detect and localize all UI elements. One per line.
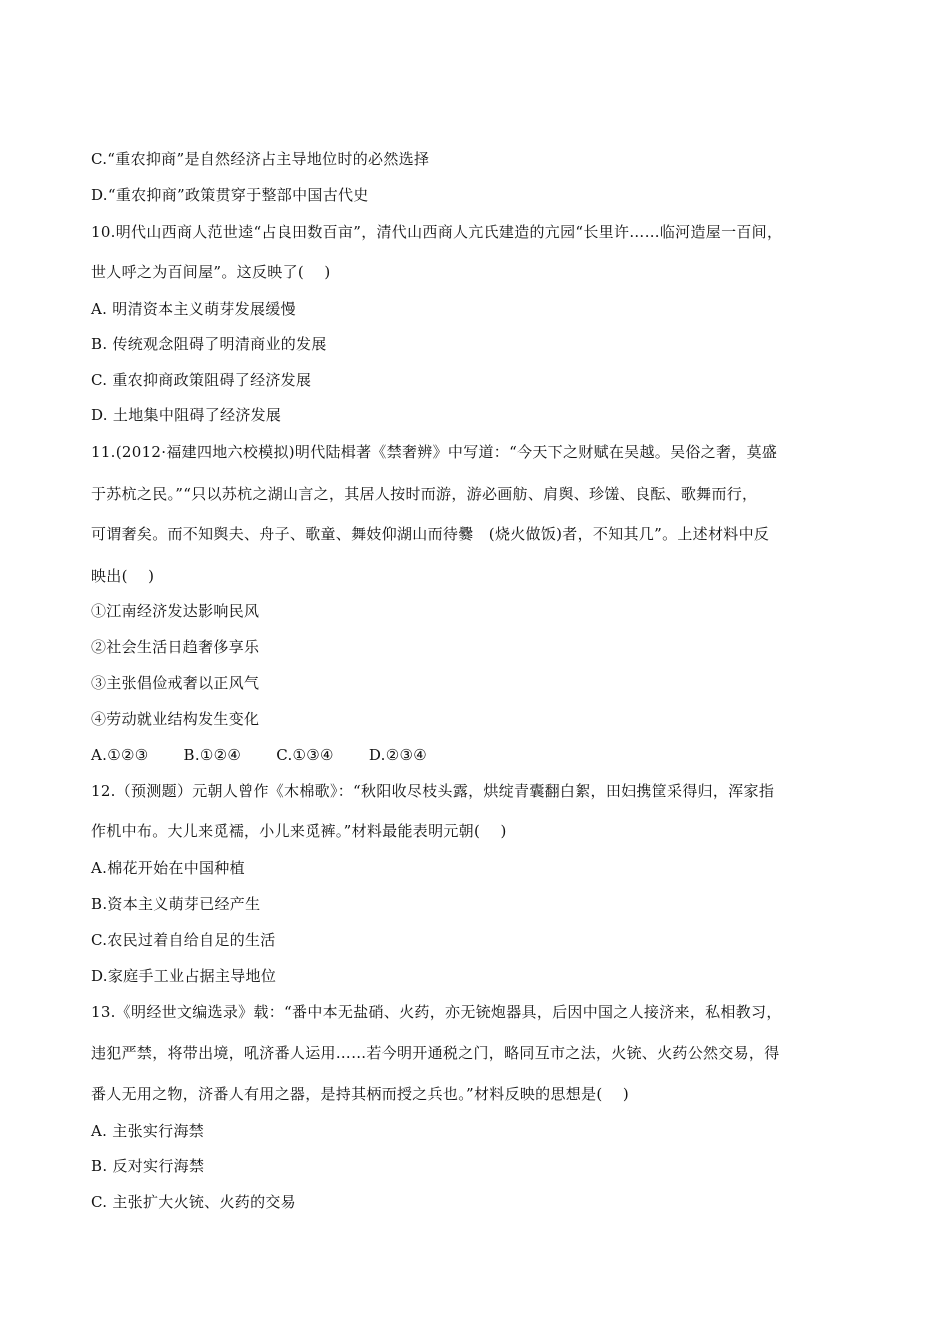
q13-option-a: A. 主张实行海禁	[91, 1122, 205, 1140]
q12-option-a: A.棉花开始在中国种植	[91, 859, 245, 877]
q10-stem-line2: 世人呼之为百间屋”。这反映了( )	[91, 263, 331, 281]
q13-option-b: B. 反对实行海禁	[91, 1157, 205, 1175]
q11-option-b: B.①②④	[183, 746, 242, 764]
q11-stem-line3: 可谓奢矣。而不知舆夫、舟子、歌童、舞妓仰湖山而待爨 (烧火做饭)者，不知其几”。上述材料中反	[91, 525, 770, 543]
q11-item-2: ②社会生活日趋奢侈享乐	[91, 638, 260, 656]
q9-option-c: C.“重农抑商”是自然经济占主导地位时的必然选择	[91, 150, 430, 168]
q12-stem-line2: 作机中布。大儿来觅襦，小儿来觅裤。”材料最能表明元朝( )	[91, 822, 507, 840]
q10-option-a: A. 明清资本主义萌芽发展缓慢	[91, 300, 296, 318]
q11-item-1: ①江南经济发达影响民风	[91, 602, 260, 620]
q11-stem-line2: 于苏杭之民。”“只以苏杭之湖山言之，其居人按时而游，游必画舫、肩舆、珍馐、良酝、歌舞而行，	[91, 485, 758, 503]
q12-stem-line1: 12.（预测题）元朝人曾作《木棉歌》：“秋阳收尽枝头露，烘绽青囊翻白絮，田妇携筐采得归，浑家指	[91, 782, 775, 800]
q11-item-3: ③主张倡俭戒奢以正风气	[91, 674, 260, 692]
q10-option-c: C. 重农抑商政策阻碍了经济发展	[91, 371, 312, 389]
q11-stem-line1: 11.(2012·福建四地六校模拟)明代陆楫著《禁奢辨》中写道：“今天下之财赋在吴越。吴俗之奢，莫盛	[91, 443, 778, 461]
q13-stem-line2: 违犯严禁，将带出境，吼济番人运用……若今明开通税之门，略同互市之法，火铳、火药公然交易，得	[91, 1044, 780, 1062]
q12-option-d: D.家庭手工业占据主导地位	[91, 967, 277, 985]
q11-stem-line4: 映出( )	[91, 567, 155, 585]
q10-option-d: D. 土地集中阻碍了经济发展	[91, 406, 282, 424]
q11-option-d: D.②③④	[368, 746, 427, 764]
q13-option-c: C. 主张扩大火铳、火药的交易	[91, 1193, 296, 1211]
q11-option-a: A.①②③	[91, 746, 149, 764]
q11-option-c: C.①③④	[276, 746, 334, 764]
q12-option-b: B.资本主义萌芽已经产生	[91, 895, 261, 913]
q11-options	[91, 745, 890, 765]
q11-item-4: ④劳动就业结构发生变化	[91, 710, 260, 728]
q9-option-d: D.“重农抑商”政策贯穿于整部中国古代史	[91, 186, 369, 204]
q13-stem-line3: 番人无用之物，济番人有用之器，是持其柄而授之兵也。”材料反映的思想是( )	[91, 1085, 630, 1103]
q10-option-b: B. 传统观念阻碍了明清商业的发展	[91, 335, 327, 353]
q10-stem-line1: 10.明代山西商人范世逵“占良田数百亩”，清代山西商人亢氏建造的亢园“长里许……临河造屋一百间，	[91, 223, 783, 241]
q12-option-c: C.农民过着自给自足的生活	[91, 931, 276, 949]
q13-stem-line1: 13.《明经世文编选录》载：“番中本无盐硝、火药，亦无铳炮器具，后因中国之人接济来，私相教习，	[91, 1003, 782, 1021]
